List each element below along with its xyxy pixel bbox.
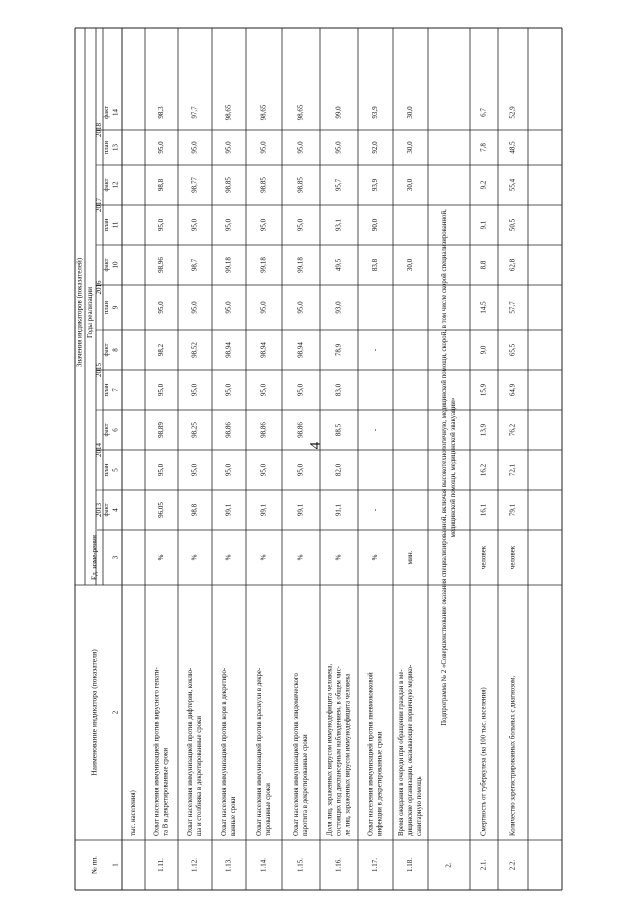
header-unit: Ед. изме-рения [90,535,99,580]
value-cell: 95,0 [334,141,343,154]
value-cell: 93,0 [334,301,343,314]
row-number: 2.2. [508,859,517,871]
value-cell: 64,9 [508,383,517,397]
header-num: № пп. [90,856,99,874]
header-name: Наименование индикатора (показателя) [89,649,99,776]
row-number: 2.1. [479,859,488,871]
value-cell: 95,0 [157,218,166,232]
indicator-name: Охват населения иммунизацией против вирусного гепати- [153,667,161,836]
value-cell: 82,0 [334,463,343,477]
value-cell: 95,0 [157,463,166,477]
value-cell: 98,86 [259,422,268,438]
row-number: 1.12. [190,858,199,872]
value-cell: 92,0 [371,141,380,154]
page-number: 4 [307,441,324,450]
value-cell: 98,86 [296,422,305,438]
value-cell: - [371,508,380,512]
indicator-name: тыс. населения) [130,790,138,836]
value-cell: 98,65 [224,104,233,121]
value-cell: 99,18 [296,257,305,273]
header-year-2014: 2014 [95,443,104,457]
value-cell: 95,0 [157,141,166,154]
column-number: 10 [111,261,120,269]
value-cell: 98,96 [157,257,166,273]
value-cell: 49,5 [334,258,343,272]
value-cell: 95,0 [259,383,268,397]
unit: % [224,554,233,561]
indicator-name: Охват населения иммунизацией против эпидемического [293,673,301,836]
value-cell: 99,1 [296,503,305,517]
indicator-name: ле лиц, зараженных вирусом иммунодефицита человека [344,673,352,836]
value-cell: 98,8 [190,503,199,517]
value-cell: 98,85 [259,177,268,193]
header-years: Годы реализации [86,287,95,338]
column-number: 7 [111,388,120,392]
indicator-name: паротита в декретированные сроки [302,734,310,836]
value-cell: 95,0 [259,463,268,477]
value-cell: 98,7 [190,258,199,272]
header-fact: факт [102,178,110,192]
indicator-name: тированные сроки [265,783,273,836]
value-cell: 98,94 [224,342,233,358]
unit: человек [508,545,517,570]
header-fact: факт [102,503,110,517]
value-cell: 30,0 [406,106,415,119]
row-number: 1.18. [406,858,415,872]
column-number: 5 [111,468,120,472]
value-cell: 98,89 [157,422,166,438]
section-title: Подпрограмма № 2 «Совершенствование оказания специализированной, включая высокотехнологичную, медицинской помощи, скорой, в том числе скорой специализированной, [441,209,449,726]
value-cell: 95,0 [296,383,305,397]
value-cell: 98,85 [224,177,233,193]
value-cell: 95,0 [224,463,233,477]
value-cell: 99,1 [259,503,268,517]
value-cell: 95,0 [224,383,233,397]
column-number: 9 [111,305,120,310]
value-cell: 15,9 [479,383,488,397]
value-cell: 48,5 [508,141,517,154]
value-cell: 95,0 [190,463,199,477]
value-cell: 95,0 [190,301,199,314]
value-cell: 93,9 [371,106,380,119]
column-number: 8 [111,348,120,352]
header-values: Значения индикаторов (показателей) [75,257,84,368]
value-cell: 95,0 [259,141,268,154]
value-cell: 95,0 [224,218,233,232]
value-cell: 99,1 [224,503,233,517]
value-cell: 93,1 [334,218,343,232]
value-cell: - [371,428,380,432]
row-number: 1.13. [224,858,233,872]
value-cell: 62,8 [508,258,517,272]
value-cell: 98,94 [296,342,305,358]
value-cell: 16,1 [479,503,488,517]
indicator-name: Охват населения иммунизацией против краснухи в декре- [256,667,264,836]
unit: % [371,554,380,561]
value-cell: 98,86 [224,422,233,438]
value-cell: 78,9 [334,343,343,357]
row-number: 1.14. [259,858,268,872]
value-cell: 95,0 [296,218,305,232]
value-cell: 83,8 [371,258,380,272]
value-cell: 50,5 [508,218,517,232]
indicator-name: Доля лиц, зараженных вирусом иммунодефицита человека, [326,663,334,836]
value-cell: 95,0 [259,301,268,314]
indicator-name: инфекции в декретированные сроки [376,731,384,836]
value-cell: 95,0 [224,141,233,154]
value-cell: 7,8 [479,143,488,152]
row-number: 2. [444,862,453,868]
value-cell: 6,7 [479,108,488,117]
value-cell: 98,52 [190,342,199,358]
value-cell: 99,18 [224,257,233,273]
indicator-name: дицинские организации, оказывающие первичную медико- [407,664,415,836]
indicator-name: Охват населения иммунизацией против пневмококковой [367,672,375,836]
value-cell: 8,8 [479,260,488,270]
indicator-name: состоящих под диспансерным наблюдением, в общем чис- [335,666,343,836]
row-number: 1.17. [371,858,380,872]
unit: % [190,554,199,561]
value-cell: 95,0 [296,301,305,314]
value-cell: 90,0 [371,218,380,232]
indicator-name: ванные сроки [230,796,238,836]
unit: % [157,554,166,561]
header-plan: план [102,383,110,397]
value-cell: 30,0 [406,258,415,272]
header-year-2016: 2016 [95,280,104,295]
column-number: 13 [111,144,120,151]
value-cell: 98,3 [157,106,166,119]
value-cell: 88,5 [334,423,343,437]
column-number: 14 [111,109,120,116]
value-cell: 98,85 [296,177,305,193]
value-cell: 91,1 [334,503,343,517]
value-cell: 72,1 [508,463,517,477]
header-fact: факт [102,343,110,357]
column-number: 2 [111,710,120,715]
indicator-name: Смертность от туберкулеза (на 100 тыс. населения) [480,687,488,836]
column-number: 4 [111,508,120,512]
unit: человек [479,545,488,570]
value-cell: 98,8 [157,178,166,192]
row-number: 1.11. [157,858,166,872]
value-cell: 9,0 [479,345,488,355]
column-number: 11 [111,221,120,229]
value-cell: 83,0 [334,383,343,397]
row-number: 1.15. [296,858,305,872]
header-plan: план [102,140,110,155]
unit: % [296,554,305,561]
column-number: 3 [111,555,120,560]
value-cell: 98,94 [259,342,268,358]
column-number: 6 [111,428,120,432]
value-cell: 98,65 [296,104,305,121]
value-cell: 95,0 [190,141,199,154]
value-cell: 30,0 [406,141,415,154]
table-body [75,28,562,890]
header-fact: факт [102,423,110,437]
value-cell: 76,2 [508,423,517,437]
value-cell: 52,9 [508,106,517,119]
value-cell: 13,9 [479,423,488,437]
header-year-2013: 2013 [95,503,104,517]
value-cell: 9,1 [479,220,488,230]
value-cell: 95,0 [190,383,199,397]
header-plan: план [102,463,110,477]
value-cell: 95,0 [259,218,268,232]
value-cell: 95,0 [296,463,305,477]
value-cell: 9,2 [479,180,488,190]
value-cell: 55,4 [508,178,517,192]
value-cell: 97,7 [190,106,199,119]
value-cell: 98,77 [190,177,199,193]
value-cell: 16,2 [479,463,488,477]
value-cell: 93,9 [371,178,380,192]
unit: % [334,554,343,561]
value-cell: 79,1 [508,503,517,517]
value-cell: 99,0 [334,106,343,119]
value-cell: 95,0 [190,218,199,232]
value-cell: 65,5 [508,343,517,357]
value-cell: 99,18 [259,257,268,273]
indicator-name: та В в декретированные сроки [162,748,170,836]
value-cell: 98,2 [157,343,166,357]
indicator-name: санитарную помощь [416,776,424,836]
header-year-2015: 2015 [95,363,104,377]
value-cell: 98,25 [190,422,199,438]
indicator-name: Охват населения иммунизацией против дифтерии, коклю- [187,667,195,836]
indicator-name: Количество зарегистрированных больных с диагнозом, [509,675,517,836]
row-number: 1.16. [334,858,343,872]
header-year-2017: 2017 [95,198,104,212]
value-cell: 30,0 [406,178,415,192]
value-cell: 95,7 [334,178,343,192]
value-cell: 95,0 [157,301,166,314]
unit: мин. [406,550,415,565]
indicator-name: Время ожидания в очереди при обращении граждан в ме- [398,669,406,836]
unit: % [259,554,268,561]
column-number: 1 [111,863,120,867]
value-cell: 96,05 [157,502,166,518]
value-cell: - [371,348,380,352]
header-year-2018: 2018 [95,123,104,137]
value-cell: 14,5 [479,301,488,314]
column-number: 12 [111,181,120,189]
header-plan: план [102,300,110,315]
value-cell: 95,0 [224,301,233,314]
section-title: медицинской помощи, медицинской эвакуации» [450,397,458,538]
indicator-name: Охват населения иммунизацией против кори в декретиро- [221,667,229,836]
value-cell: 95,0 [157,383,166,397]
header-plan: план [102,218,110,232]
value-cell: 98,65 [259,104,268,121]
header-fact: факт [102,105,110,120]
value-cell: 95,0 [296,141,305,154]
indicator-name: ша и столбняка в декретированные сроки [196,716,204,836]
value-cell: 57,7 [508,301,517,314]
header-fact: факт [102,258,110,272]
